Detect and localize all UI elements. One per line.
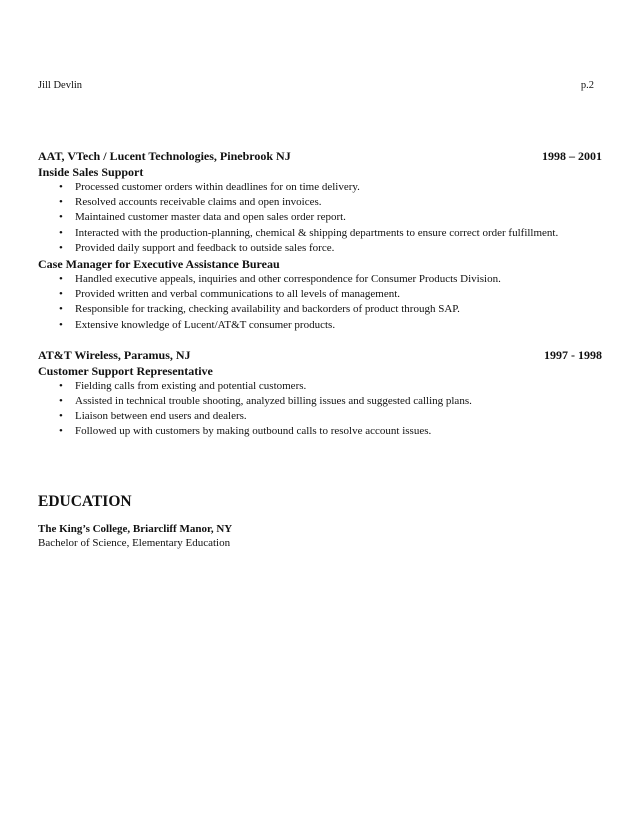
bullet-item: • Assisted in technical trouble shooting, analyzed billing issues and suggested calling plans. — [38, 394, 602, 409]
job-role-title: Case Manager for Executive Assistance Bureau — [38, 257, 280, 272]
role-bullet-list — [38, 379, 602, 440]
education-heading: EDUCATION — [38, 492, 132, 510]
job-dates: 1998 – 2001 — [542, 149, 602, 163]
bullet-item: • Fielding calls from existing and potential customers. — [38, 379, 602, 394]
bullet-item: • Extensive knowledge of Lucent/AT&T consumer products. — [38, 318, 602, 333]
education-school: The King’s College, Briarcliff Manor, NY — [38, 522, 233, 535]
experience-section — [38, 148, 602, 550]
job-dates: 1997 - 1998 — [544, 347, 602, 362]
page-number: p.2 — [580, 80, 594, 91]
bullet-item: • Handled executive appeals, inquiries and other correspondence for Consumer Products Division. — [38, 272, 602, 287]
job-company: AT&T Wireless, Paramus, NJ — [38, 347, 191, 362]
bullet-item: • Maintained customer master data and open sales order report. — [38, 210, 602, 225]
header-name: Jill Devlin — [38, 80, 83, 91]
bullet-item: • Processed customer orders within deadlines for on time delivery. — [38, 180, 602, 195]
bullet-item: • Liaison between end users and dealers. — [38, 409, 602, 424]
bullet-item: • Responsible for tracking, checking availability and backorders of product through SAP. — [38, 302, 602, 317]
bullet-item: • Resolved accounts receivable claims and open invoices. — [38, 195, 602, 210]
bullet-item: • Provided daily support and feedback to outside sales force. — [38, 241, 602, 256]
education-degree: Bachelor of Science, Elementary Education — [38, 536, 231, 549]
role-bullet-list — [38, 272, 602, 333]
role-bullet-list — [38, 180, 602, 256]
job-role-title: Customer Support Representative — [38, 363, 213, 378]
bullet-item: • Interacted with the production-planning, chemical & shipping departments to ensure correct order fulfillment. — [38, 226, 602, 241]
job-role-title: Inside Sales Support — [38, 165, 144, 179]
job-header — [38, 347, 602, 363]
bullet-item: • Provided written and verbal communications to all levels of management. — [38, 287, 602, 302]
bullet-item: • Followed up with customers by making outbound calls to resolve account issues. — [38, 424, 602, 439]
job-company: AAT, VTech / Lucent Technologies, Pinebrook NJ — [38, 149, 291, 163]
job-header — [38, 148, 602, 164]
